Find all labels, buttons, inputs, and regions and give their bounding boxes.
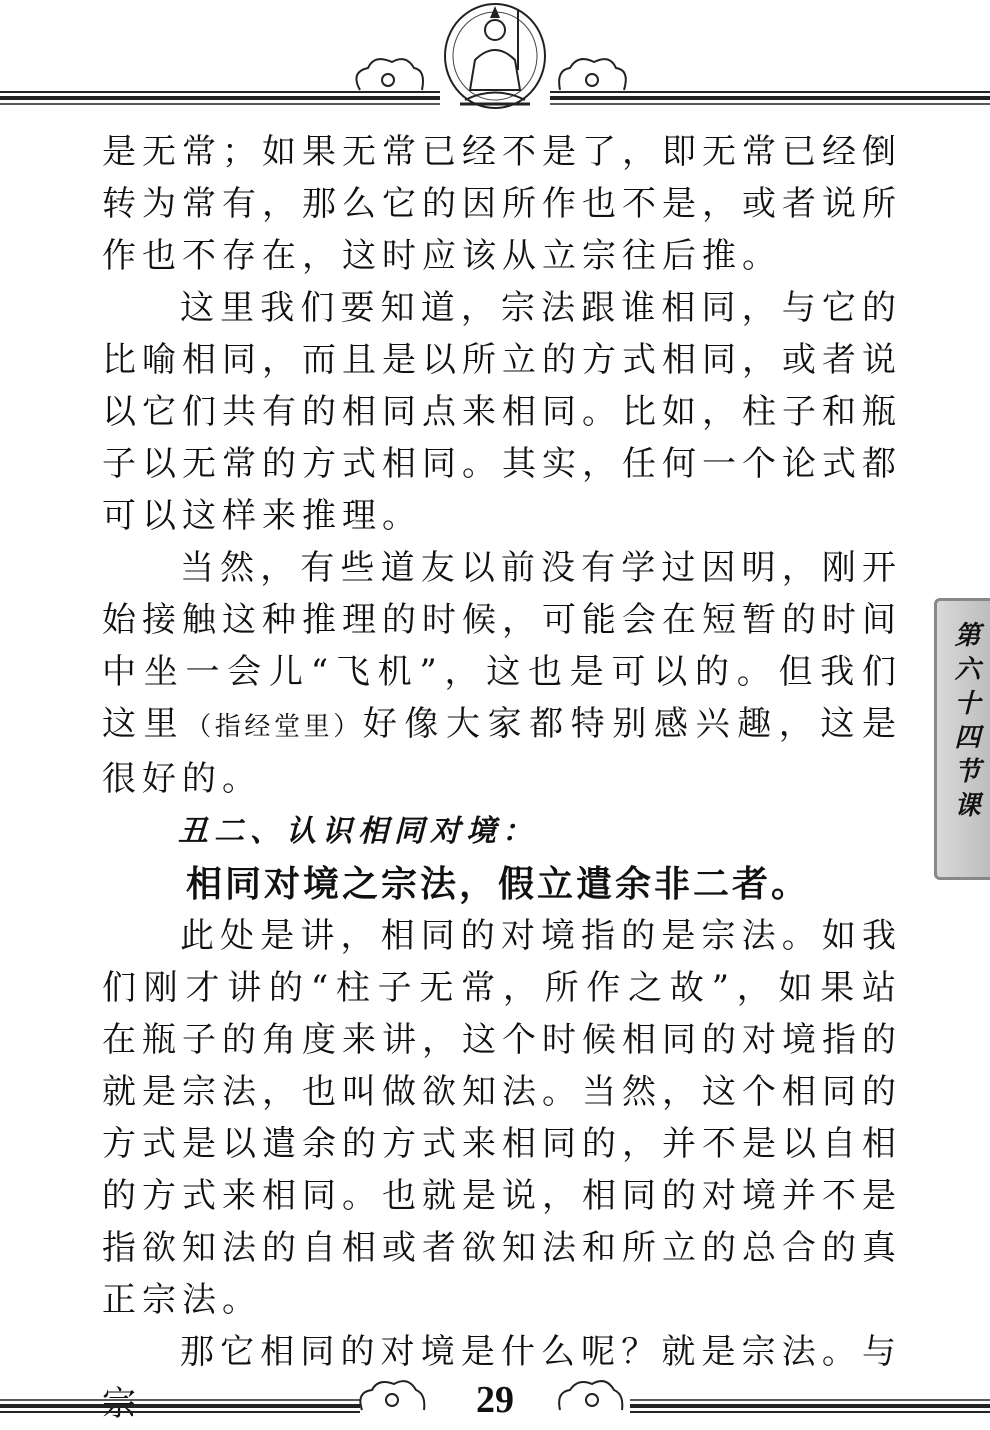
paragraph-3 [102,542,902,805]
paragraph-1: 是无常；如果无常已经不是了，即无常已经倒转为常有，那么它的因所作也不是，或者说所作也不存在，这时应该从立宗往后推。 [102,132,902,276]
chapter-label: 第六十四节课 [950,621,980,825]
deity-illustration [440,0,550,112]
paragraph-3-text: 当然，有些道友以前没有学过因明，刚开始接触这种推理的时候，可能会在短暂的时间中坐一会儿“飞机”，这也是可以的。但我们这里 [102,548,902,744]
paragraph-3-tail: 好像大家都特别感兴趣，这是很好的。 [102,704,903,799]
paragraph-3-note: （指经堂里） [185,712,363,742]
paragraph-5: 那它相同的对境是什么呢？就是宗法。与宗 [102,1332,902,1424]
header-ornament [0,0,990,112]
paragraph-4: 此处是讲，相同的对境指的是宗法。如我们刚才讲的“柱子无常，所作之故”，如果站在瓶子的角度来讲，这个时候相同的对境指的就是宗法，也叫做欲知法。当然，这个相同的方式是以遣余的方式来相同的，并不是以自相的方式来相同。也就是说，相同的对境并不是指欲知法的自相或者欲知法和所立的总合的真正宗法。 [102,916,902,1320]
verse: 相同对境之宗法，假立遣余非二者。 [186,864,811,905]
section-heading: 丑二、认识相同对境： [178,814,538,849]
chapter-side-tab [934,598,990,880]
paragraph-2: 这里我们要知道，宗法跟谁相同，与它的比喻相同，而且是以所立的方式相同，或者说以它们共有的相同点来相同。比如，柱子和瓶子以无常的方式相同。其实，任何一个论式都可以这样来推理。 [102,288,902,536]
body-text-bottom [102,910,902,1430]
body-text-top [102,126,902,805]
page-number: 29 [476,1379,514,1421]
